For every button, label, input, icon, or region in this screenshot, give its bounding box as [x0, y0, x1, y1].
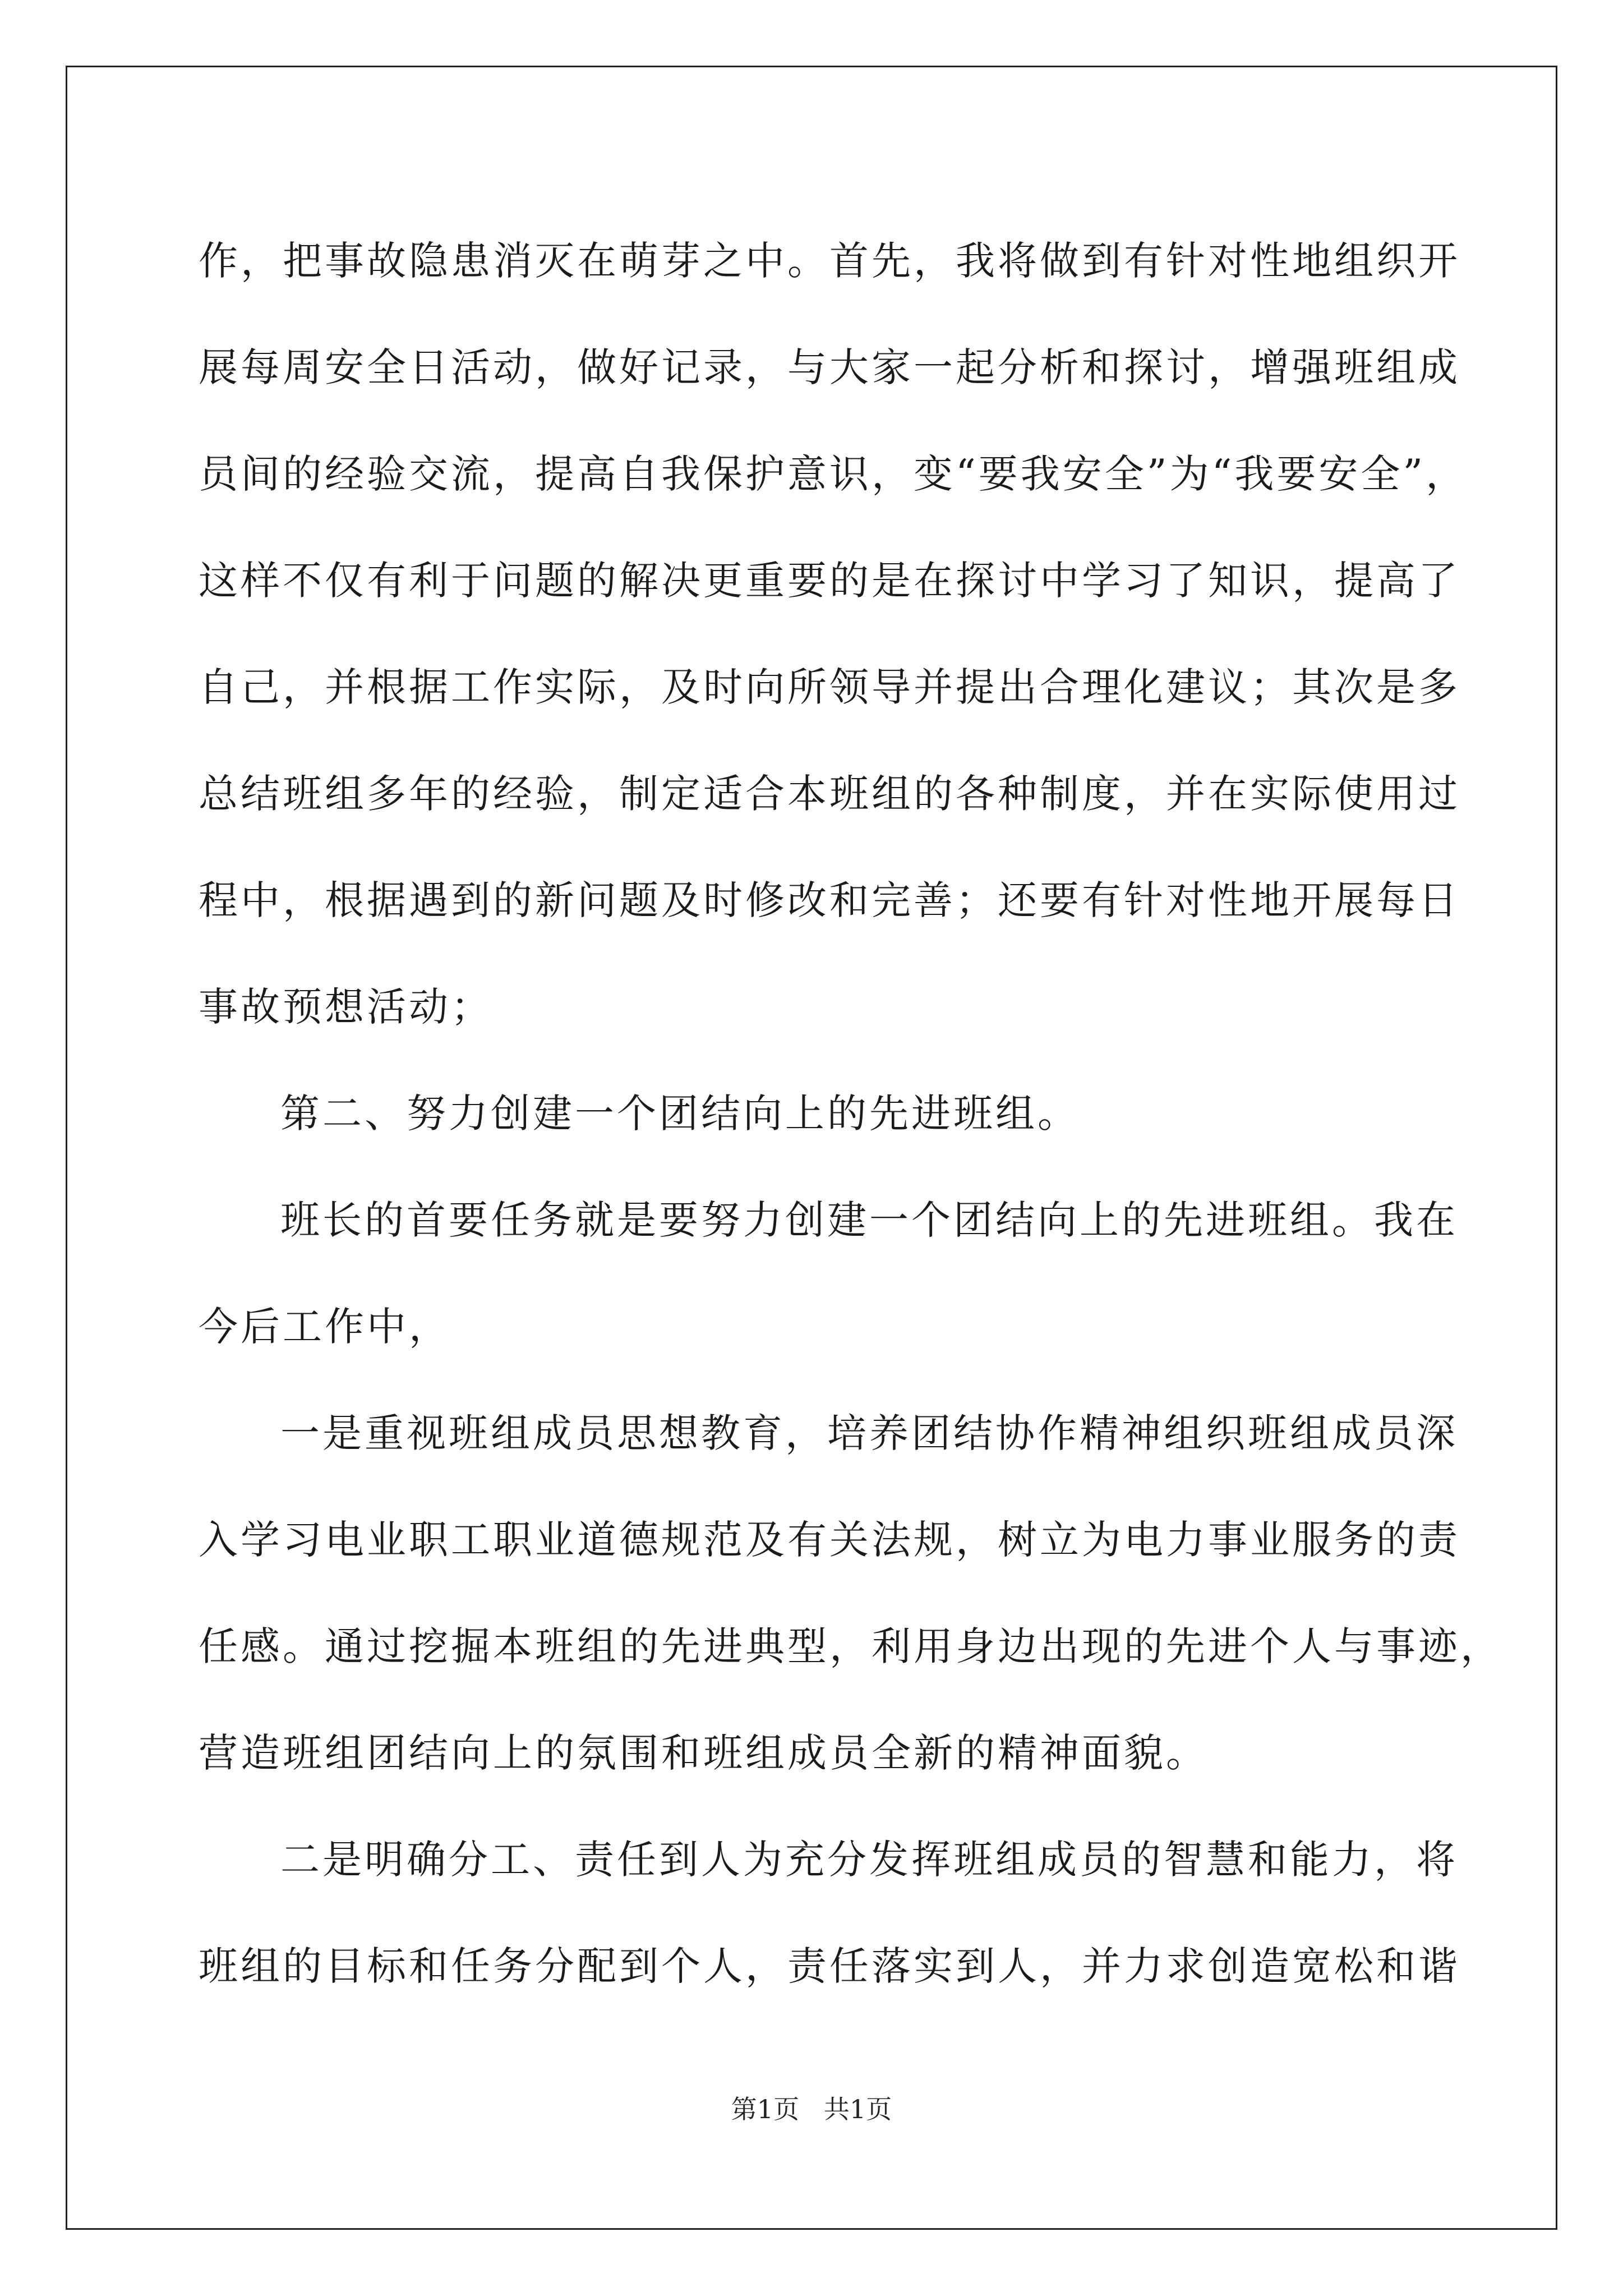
- text-line: 班长的首要任务就是要努力创建一个团结向上的先进班组。我在: [280, 1197, 1458, 1243]
- text-line: 程中，根据遇到的新问题及时修改和完善；还要有针对性地开展每日: [199, 877, 1460, 923]
- section-heading: 第二、努力创建一个团结向上的先进班组。: [280, 1091, 1080, 1137]
- page-footer: 第1页 共1页: [731, 2094, 892, 2124]
- text-line: 任感。通过挖掘本班组的先进典型，利用身边出现的先进个人与事迹，: [199, 1623, 1502, 1669]
- text-line: 今后工作中，: [199, 1304, 451, 1350]
- text-line: 总结班组多年的经验，制定适合本班组的各种制度，并在实际使用过: [199, 771, 1460, 817]
- text-line: 作，把事故隐患消灭在萌芽之中。首先，我将做到有针对性地组织开: [199, 238, 1460, 284]
- text-line: 事故预想活动；: [199, 984, 493, 1030]
- text-line: 入学习电业职工职业道德规范及有关法规，树立为电力事业服务的责: [199, 1517, 1460, 1563]
- text-line: 自己，并根据工作实际，及时向所领导并提出合理化建议；其次是多: [199, 664, 1460, 710]
- text-line: 营造班组团结向上的氛围和班组成员全新的精神面貌。: [199, 1730, 1208, 1776]
- text-line: 展每周安全日活动，做好记录，与大家一起分析和探讨，增强班组成: [199, 344, 1460, 390]
- text-line: 班组的目标和任务分配到个人，责任落实到人，并力求创造宽松和谐: [199, 1943, 1460, 1989]
- text-line: 这样不仅有利于问题的解决更重要的是在探讨中学习了知识，提高了: [199, 558, 1460, 604]
- text-line: 员间的经验交流，提高自我保护意识，变“要我安全”为“我要安全”，: [199, 451, 1468, 497]
- document-body: [199, 208, 1502, 2019]
- text-line: 二是明确分工、责任到人为充分发挥班组成员的智慧和能力，将: [280, 1837, 1458, 1883]
- text-line: 一是重视班组成员思想教育，培养团结协作精神组织班组成员深: [280, 1410, 1458, 1456]
